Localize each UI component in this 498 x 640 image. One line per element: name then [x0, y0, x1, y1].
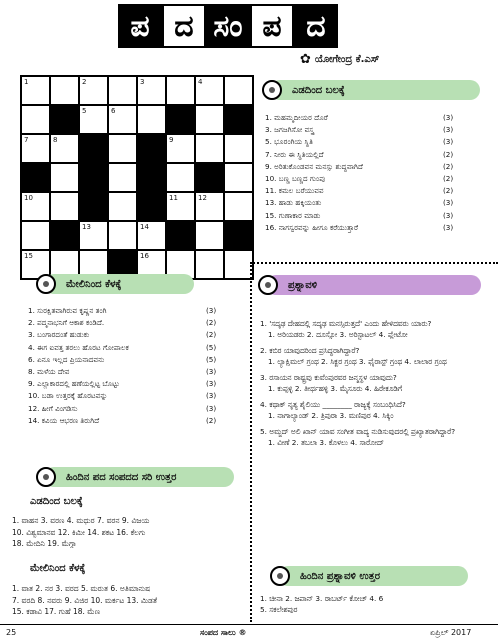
- clue-item: [28, 403, 228, 415]
- cell-number: 14: [140, 223, 149, 231]
- grid-cell[interactable]: [195, 76, 224, 105]
- quiz-question: [260, 318, 488, 340]
- question-options: 1. ಲ್ಯಾಕ್ಷಿಮಲ್ ಗ್ರಂಥ 2. ಸಿಕ್ಖರ ಗ್ರಂಥ 3. ಫೈರಾಸ್ಟ್ ಗ್ರಂಥ 4. ಲಾಲಾರ ಗ್ರಂಥ: [268, 357, 447, 366]
- grid-block: [79, 192, 108, 221]
- clue-item: [28, 354, 228, 366]
- prev-quiz-heading: ಹಿಂದಿನ ಪ್ರಶ್ನಾವಳಿ ಉತ್ತರ: [300, 570, 381, 582]
- down-heading: ಮೇಲಿನಿಂದ ಕೆಳಕ್ಕೆ: [66, 278, 122, 290]
- title-letter: ದ: [294, 4, 338, 48]
- cell-number: 9: [169, 136, 174, 144]
- answer-line: 5. ಸಕಲೇಶಪುರ: [260, 605, 298, 614]
- grid-block: [137, 192, 166, 221]
- grid-cell[interactable]: [224, 76, 253, 105]
- flower-icon: ✿: [300, 52, 311, 67]
- clue-item: [265, 222, 465, 234]
- clue-text: 6. ಏನೂ ಇಲ್ಲದ ಪ್ರಿಯನಾದವನು: [28, 354, 105, 364]
- author-name: ಯೋಗೇಂದ್ರ ಕೆ.ಎಸ್: [314, 54, 380, 65]
- grid-cell[interactable]: [166, 76, 195, 105]
- bullet-icon: [262, 80, 282, 100]
- cell-number: 11: [169, 194, 178, 202]
- grid-block: [166, 221, 195, 250]
- grid-block: [166, 105, 195, 134]
- clue-length: (2): [443, 161, 454, 171]
- down-banner: [44, 274, 194, 294]
- quiz-questions: [260, 318, 488, 453]
- prev-answers-banner: [44, 467, 234, 487]
- question-options: 1. ಕುಪ್ಪಳ್ಳಿ 2. ತೀರ್ಥಹಳ್ಳಿ 3. ಮೈಸೂರು 4. ಹಿರೇಕೂಡಿಗೆ: [268, 384, 403, 393]
- grid-cell[interactable]: [137, 221, 166, 250]
- cell-number: 2: [82, 78, 87, 86]
- down-clues: [28, 305, 228, 427]
- clue-text: 7. ನೀರು ಈ ಸ್ಥಿತಿಯಲ್ಲಿದೆ: [265, 149, 324, 159]
- title-letter: ದ: [162, 4, 206, 48]
- quiz-banner: [266, 275, 481, 295]
- grid-cell[interactable]: [79, 221, 108, 250]
- clue-text: 15. ಗುಣಾಕಾರ ಮಾಡು: [265, 210, 321, 220]
- clue-text: 11. ಕಮಲ ಬರೆಯುವವ: [265, 186, 324, 196]
- question-options: 1. ನಾಗಾಲ್ಯಾಂಡ್ 2. ತ್ರಿಪುರಾ 3. ಮಣಿಪುರ 4. ಸಿಕ್ಕಿಂ: [268, 411, 394, 420]
- footer-title: ಸಂಪದ ಸಾಲು ®: [200, 628, 247, 637]
- grid-cell[interactable]: [50, 76, 79, 105]
- clue-item: [265, 210, 465, 222]
- grid-cell[interactable]: [166, 163, 195, 192]
- grid-cell[interactable]: [108, 163, 137, 192]
- grid-cell[interactable]: [137, 76, 166, 105]
- grid-cell[interactable]: [79, 76, 108, 105]
- grid-cell[interactable]: [224, 250, 253, 279]
- grid-block: [21, 163, 50, 192]
- clue-text: 4. ಈಗ ಐವತ್ತ ತರಲು ಹೊರಟ ಗೋಪಾಲಕ: [28, 342, 129, 352]
- clue-length: (3): [206, 379, 217, 389]
- clue-item: [265, 197, 465, 209]
- grid-cell[interactable]: [195, 192, 224, 221]
- question-text: 1. 'ಸದೃಢ ದೇಹದಲ್ಲಿ ಸದೃಢ ಮನಸ್ಸಿರುತ್ತದೆ' ಎಂದು ಹೇಳಿದವರು ಯಾರು?: [260, 319, 432, 328]
- bullet-icon: [258, 275, 278, 295]
- cell-number: 3: [140, 78, 145, 86]
- clue-length: (2): [443, 174, 454, 184]
- title-letter: ಸಂ: [206, 4, 250, 48]
- footer-date: ಏಪ್ರಿಲ್ 2017: [430, 628, 472, 637]
- clue-item: [28, 415, 228, 427]
- clue-length: (3): [443, 125, 454, 135]
- grid-cell[interactable]: [108, 76, 137, 105]
- prev-across-answers: [12, 515, 252, 550]
- clue-length: (3): [206, 391, 217, 401]
- cell-number: 5: [82, 107, 87, 115]
- cell-number: 12: [198, 194, 207, 202]
- clue-item: [265, 161, 465, 173]
- grid-cell[interactable]: [195, 250, 224, 279]
- clue-item: [28, 390, 228, 402]
- quiz-heading: ಪ್ರಶ್ನಾವಳಿ: [288, 279, 318, 291]
- clue-length: (3): [206, 403, 217, 413]
- across-banner: [270, 80, 480, 100]
- clue-text: 13. ಹಾಡು ಹಕ್ಕಿಯಂತು: [265, 198, 322, 208]
- grid-cell[interactable]: [21, 76, 50, 105]
- title-letter: ಪ: [250, 4, 294, 48]
- clue-item: [28, 329, 228, 341]
- clue-length: (3): [443, 137, 454, 147]
- clue-text: 2. ಪದ್ಮನಾಭನಿಗೆ ಆಕಾಶ ಕಂಡಿದೆ.: [28, 318, 105, 328]
- across-heading: ಎಡದಿಂದ ಬಲಕ್ಕೆ: [292, 84, 345, 96]
- grid-cell[interactable]: [21, 134, 50, 163]
- clue-text: 3. ಜಗಜಗಿಸೋ ವಸ್ತ್ರ: [265, 125, 314, 135]
- clue-item: [265, 112, 465, 124]
- footer-rule: [0, 624, 498, 625]
- grid-cell[interactable]: [195, 221, 224, 250]
- grid-cell[interactable]: [195, 105, 224, 134]
- divider: [250, 262, 498, 264]
- clue-text: 10. ಬಡಾ ಉತ್ತರಕ್ಕೆ ಹೊರಟವನ್ನು: [28, 391, 108, 401]
- grid-block: [195, 163, 224, 192]
- answer-line: 1. ಚೀನಾ 2. ಜಪಾನ್ 3. ರಾಬರ್ಟ್ ಕೋಚ್ 4. 6: [260, 594, 384, 603]
- answer-line: 18. ಮೇದಿನಿ 19. ಮೆಗ್ಗಾ: [12, 539, 77, 548]
- question-text: 4. ಕಥಾಕ್ ನೃತ್ಯ ಶೈಲಿಯು ________ ರಾಜ್ಯಕ್ಕೆ ಸಂಬಂಧಿಸಿದೆ?: [260, 400, 406, 409]
- clue-item: [265, 136, 465, 148]
- question-text: 2. ಕಬಿರ ಯಾವುದರಿಂದ ಪ್ರಸಿದ್ಧರಾಗಿದ್ದಾರೆ?: [260, 346, 360, 355]
- quiz-question: [260, 399, 488, 421]
- grid-block: [79, 163, 108, 192]
- grid-cell[interactable]: [21, 105, 50, 134]
- clue-text: 8. ಮಳೆಯ ದೇವ: [28, 367, 70, 377]
- quiz-question: [260, 345, 488, 367]
- clue-item: [28, 305, 228, 317]
- bullet-icon: [36, 274, 56, 294]
- grid-block: [137, 163, 166, 192]
- prev-answers-heading: ಹಿಂದಿನ ಪದ ಸಂಪದದ ಸರಿ ಉತ್ತರ: [66, 471, 177, 483]
- grid-block: [137, 134, 166, 163]
- page-number: 25: [6, 628, 17, 637]
- cell-number: 8: [53, 136, 58, 144]
- clue-length: (3): [206, 367, 217, 377]
- grid-cell[interactable]: [108, 192, 137, 221]
- quiz-question: [260, 372, 488, 394]
- grid-block: [50, 221, 79, 250]
- question-options: 1. ಅರಿಯಡರು 2. ದೂಸ್ಸೋ 3. ಅರಿಸ್ಟಾಟಲ್ 4. ಪ್ಲೇಟೋ: [268, 330, 408, 339]
- clue-item: [265, 185, 465, 197]
- clue-length: (2): [206, 415, 217, 425]
- crossword-title: [118, 4, 338, 48]
- clue-item: [28, 317, 228, 329]
- grid-cell[interactable]: [108, 134, 137, 163]
- bullet-icon: [270, 566, 290, 586]
- clue-length: (3): [443, 210, 454, 220]
- grid-cell[interactable]: [166, 192, 195, 221]
- prev-quiz-answers: [260, 593, 488, 615]
- answer-line: 1. ವಾತ 2. ನರ 3. ವರದ 5. ಮರುತ 6. ಅತಿಮಾನುಷ: [12, 584, 151, 593]
- prev-across-heading: ಎಡದಿಂದ ಬಲಕ್ಕೆ: [30, 496, 83, 507]
- cell-number: 10: [24, 194, 33, 202]
- clue-text: 9. ಎಲ್ಲಾಕಾರದಲ್ಲಿ ಹಣೆಯಲ್ಲಿಟ್ಟ ಬೊಟ್ಟು: [28, 379, 120, 389]
- cell-number: 13: [82, 223, 91, 231]
- clue-text: 14. ಕವಿಯ ಆಭರಣ ತಿರುಗಿದೆ: [28, 415, 100, 425]
- cell-number: 7: [24, 136, 29, 144]
- cell-number: 6: [111, 107, 116, 115]
- grid-cell[interactable]: [21, 221, 50, 250]
- clue-length: (5): [206, 342, 217, 352]
- grid-cell[interactable]: [79, 105, 108, 134]
- quiz-question: [260, 426, 488, 448]
- clue-text: 12. ಹೀಗೆ ವಿಂಗಡಿಸು: [28, 403, 78, 413]
- question-text: 5. ಅಮ್ಜದ್ ಅಲಿ ಖಾನ್ ಯಾವ ಸಂಗೀತ ವಾದ್ಯ ನುಡಿಸುವುದರಲ್ಲಿ ಪ್ರಖ್ಯಾತರಾಗಿದ್ದಾರೆ?: [260, 427, 456, 436]
- grid-cell[interactable]: [21, 192, 50, 221]
- across-clues: [265, 112, 465, 234]
- bullet-icon: [36, 467, 56, 487]
- cell-number: 16: [140, 252, 149, 260]
- clue-text: 1. ಸುರಕ್ಷಿತವಾಗಿರುವ ಕೃಷ್ಣನ ತಂಗಿ: [28, 306, 107, 315]
- grid-cell[interactable]: [195, 134, 224, 163]
- grid-cell[interactable]: [108, 221, 137, 250]
- grid-block: [224, 105, 253, 134]
- grid-cell[interactable]: [50, 163, 79, 192]
- clue-text: 10. ಬಣ್ಣ ಬಣ್ಣದ ಗುಂಪು: [265, 174, 326, 184]
- answer-line: 1. ವಾಹನ 3. ವರಣ 4. ಮಧುರ 7. ವರನ 9. ವಿಜಯ: [12, 516, 150, 525]
- clue-text: 1. ಮಹಮ್ಮದೀಯರ ದೊರೆ: [265, 113, 328, 122]
- clue-item: [265, 173, 465, 185]
- clue-length: (2): [443, 149, 454, 159]
- title-letter: ಪ: [118, 4, 162, 48]
- clue-length: (3): [443, 222, 454, 232]
- divider: [250, 262, 252, 622]
- grid-block: [79, 134, 108, 163]
- crossword-grid[interactable]: [20, 75, 254, 280]
- clue-length: (3): [443, 198, 454, 208]
- clue-item: [28, 342, 228, 354]
- cell-number: 4: [198, 78, 203, 86]
- clue-length: (5): [206, 354, 217, 364]
- cell-number: 1: [24, 78, 29, 86]
- grid-cell[interactable]: [108, 105, 137, 134]
- clue-item: [28, 366, 228, 378]
- answer-line: 7. ವರದಿ 8. ನವರು 9. ವಿಜಿರ 10. ಮರ್ಕಟ 13. ಮಿಡತೆ: [12, 595, 158, 605]
- author-line: [300, 52, 379, 67]
- answer-line: 10. ವಿಶ್ವಮಾನವ 12. ಕಿಮೀ 14. ಶಕಟ 16. ಕೆಲಗು: [12, 527, 146, 537]
- clue-length: (2): [443, 186, 454, 196]
- prev-down-answers: [12, 583, 257, 618]
- clue-length: (3): [443, 113, 454, 122]
- cell-number: 15: [24, 252, 33, 260]
- clue-item: [265, 149, 465, 161]
- grid-cell[interactable]: [224, 163, 253, 192]
- answer-line: 15. ಕಡಾವಿ 17. ಗುಹೆ 18. ಮೆಣ: [12, 607, 101, 616]
- grid-block: [224, 221, 253, 250]
- question-text: 3. ರಸಾಯನ ರಾಷ್ಟ್ರವು ಕುವೆಂಪುರವರ ಜನ್ಮಸ್ಥಳ ಯಾವುದು?: [260, 373, 397, 382]
- prev-down-heading: ಮೇಲಿನಿಂದ ಕೆಳಕ್ಕೆ: [30, 563, 86, 574]
- clue-item: [265, 124, 465, 136]
- question-options: 1. ವೀಣೆ 2. ತಬಲಾ 3. ಕೊಳಲು 4. ಸಾರೋದ್: [268, 438, 384, 447]
- grid-cell[interactable]: [50, 192, 79, 221]
- grid-cell[interactable]: [137, 105, 166, 134]
- grid-cell[interactable]: [50, 134, 79, 163]
- clue-text: 3. ಬಂಗಾರದಂತೆ ಹುಡುಕು: [28, 330, 90, 340]
- grid-cell[interactable]: [166, 134, 195, 163]
- grid-cell[interactable]: [224, 192, 253, 221]
- clue-length: (2): [206, 318, 217, 328]
- prev-quiz-banner: [278, 566, 468, 586]
- clue-length: (2): [206, 330, 217, 340]
- grid-cell[interactable]: [224, 134, 253, 163]
- clue-text: 5. ಭೂರಂಗಿಯ ಸ್ಥಿತಿ: [265, 137, 313, 147]
- clue-length: (3): [206, 306, 217, 315]
- clue-item: [28, 378, 228, 390]
- clue-text: 9. ಅರಿತುಕೊಂಡವನ ಮನಸ್ಸು ಶುದ್ಧವಾಗಿದೆ: [265, 161, 363, 171]
- grid-block: [50, 105, 79, 134]
- clue-text: 16. ನಾಗಸ್ವರವನ್ನು ಹೀಗೂ ಕರೆಯುತ್ತಾರೆ: [265, 222, 359, 232]
